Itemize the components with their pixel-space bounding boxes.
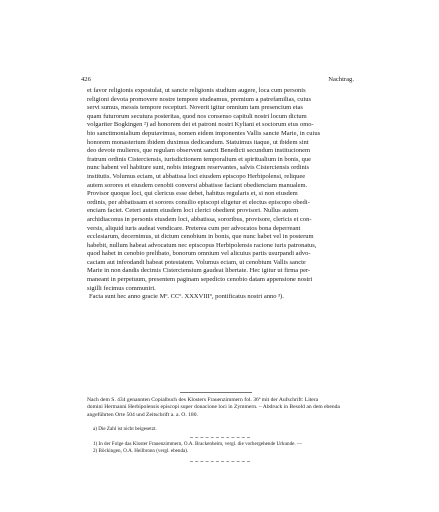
body-line: quod habet in cenobio prelibato, bonorum omnium vel alicuius partis usurpandi advo- [87, 250, 311, 258]
body-text [87, 87, 354, 302]
body-line: institutis. Volumus eciam, ut abbatissa loci eiusdem episcopo Herbipolensi, reliquee [87, 172, 306, 180]
body-line: Provisor quoque loci, qui clericus esse debet, habitus regularis et, si non eiusdem [87, 190, 298, 198]
body-line: bio sanctimonialium deputavimus, nomen eidem imponentes Vallis sancte Marie, in cuius [87, 129, 321, 137]
body-line: ordinis, per abbatissam et sorores consilio episcopi eligetur et electus episcopo obedi- [87, 198, 310, 206]
running-title: Nachtrag. [328, 76, 354, 83]
footnote-separator [190, 437, 250, 438]
footnotes [93, 441, 354, 455]
body-line: sigilli fecimus communiri. [87, 284, 156, 292]
body-line: Marie in non dandis decimis Cisterciensium gaudeat libertate. Hec igitur ut firma per- [87, 267, 311, 275]
body-line: caciam aut infeodandi habeat potestatem. Volumus eciam, ut cenobium Vallis sancte [87, 258, 306, 266]
bottom-separator [190, 461, 250, 462]
body-line: enciam faciet. Ceteri autem eiusdem loci clerici obedient provisori. Nullus autem [87, 207, 299, 215]
page-header [81, 76, 354, 84]
body-line: fratrum ordinis Cisterciensis, iurisdictionem temporalium et spiritualium in bonis, que [87, 155, 312, 163]
source-line: domini Hermanni Herbipolensis episcopi super donacione loci in Zymmern. – Abdruck in Besold an dem ebenda [87, 404, 340, 411]
source-note [87, 397, 354, 419]
body-line: nunc habent vel habiture sunt, nobis integram reservantes, salvis Cisterciensis ordinis [87, 164, 310, 172]
body-line: versis, aliquid iuris audeat vendicare. Preterea cum per advocatos bona deperreant [87, 224, 301, 232]
body-line: deo devote mulieres, que regulam observent sancti Benedicti secundum institucionem [87, 147, 311, 155]
body-line: Facta sunt hec anno gracie Mº. CCº. XXXVIIIº, pontificatus nostri anno ³). [89, 293, 284, 301]
body-line: et favor religionis expostulat, ut sancte religionis studium augere, loca cum personis [87, 87, 306, 94]
textual-note [93, 426, 354, 433]
body-line: honorem monasterium ibidem duximus dedicandum. Statuimus itaque, ut ibidem sint [87, 138, 309, 146]
body-line: habebit, nullum habeat advocatum nec episcopus Herbipolensis racione iuris patronatus, [87, 241, 317, 249]
body-line: archidiaconus in personis eiusdem loci, abbatissa, sororibus, provisore, clericis et con- [87, 215, 312, 223]
source-line: Nach dem S. 434 genannten Copialbuch des Klosters Frauenzimmern fol. 36ª mit der Aufschrift: Litera [87, 397, 319, 403]
body-line: ecclesiarum, decernimus, ut dictum cenobium in bonis, que nunc habet vel in posterum [87, 233, 314, 241]
source-separator [180, 392, 252, 393]
source-line: angeführten Orte 504 und Zeitschrift a. a. O. 180. [87, 411, 198, 418]
note-a: a) Die Zahl ist nicht beigesetzt. [93, 426, 157, 432]
body-line: quam futurorum secutura posteritas, quod nos consenso capituli nostri locum dictum [87, 112, 307, 120]
page-number: 426 [81, 76, 91, 83]
body-line: servi sumus, messis tempore recepturi. Noverit igitur omnium tam presencium etas [87, 104, 303, 112]
body-line: volgariter Bogkingen ²) ad honorem dei et patroni nostri Kyliani et sociorum eius omo- [87, 121, 314, 129]
body-line: maneant in perpetuum, presentem paginam sepedicto cenobio datam appensione nostri [87, 276, 313, 284]
body-line: autem sorores et eiusdem cenobii conversi abbatisse faciant obedienciam manualem. [87, 181, 308, 189]
footnote-line: 1) In der Folge das Kloster Frauenzimmern, O.A. Brackenheim, vergl. die vorhergehende Urkunde. — [93, 441, 303, 447]
body-line: religioni devota promovere nostre tempore studeamus, premium a patrefamilias, cuius [87, 95, 312, 103]
footnote-line: 2) Böckingen, O.A. Heilbronn (vergl. ebenda). [93, 447, 189, 454]
